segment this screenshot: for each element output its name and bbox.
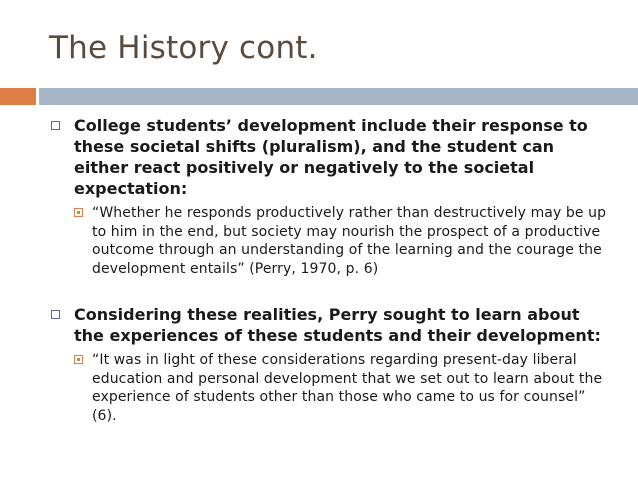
sub-bullet-item-2 (74, 351, 608, 425)
filled-square-bullet-icon (74, 355, 83, 364)
accent-bar (0, 88, 36, 105)
sub-bullet-item-1 (74, 204, 608, 278)
sub-bullet-text-1: “Whether he responds productively rather than destructively may be up to him in the end, but society may nourish the prospect of a productive outcome through an understanding of the learning and the courage the development entails” (Perry, 1970, p. 6) (92, 205, 607, 277)
bullet-item-1 (48, 115, 608, 199)
bullet-item-2 (48, 304, 608, 346)
bullet-text-2: Considering these realities, Perry sought to learn about the experiences of these students and their development: (74, 305, 601, 345)
square-bullet-icon (51, 121, 60, 130)
sub-bullet-text-2: “It was in light of these considerations regarding present-day liberal education and personal development that we set out to learn about the experience of students other than those who came to us for counsel” (6). (92, 352, 603, 424)
filled-square-bullet-icon (74, 208, 83, 217)
slide-title: The History cont. (49, 30, 318, 66)
bullet-text-1: College students’ development include their response to these societal shifts (pluralism), and the student can either react positively or negatively to the societal expectation: (74, 116, 588, 198)
square-bullet-icon (51, 310, 60, 319)
title-rule-bar (39, 88, 638, 105)
slide-content (48, 115, 608, 425)
